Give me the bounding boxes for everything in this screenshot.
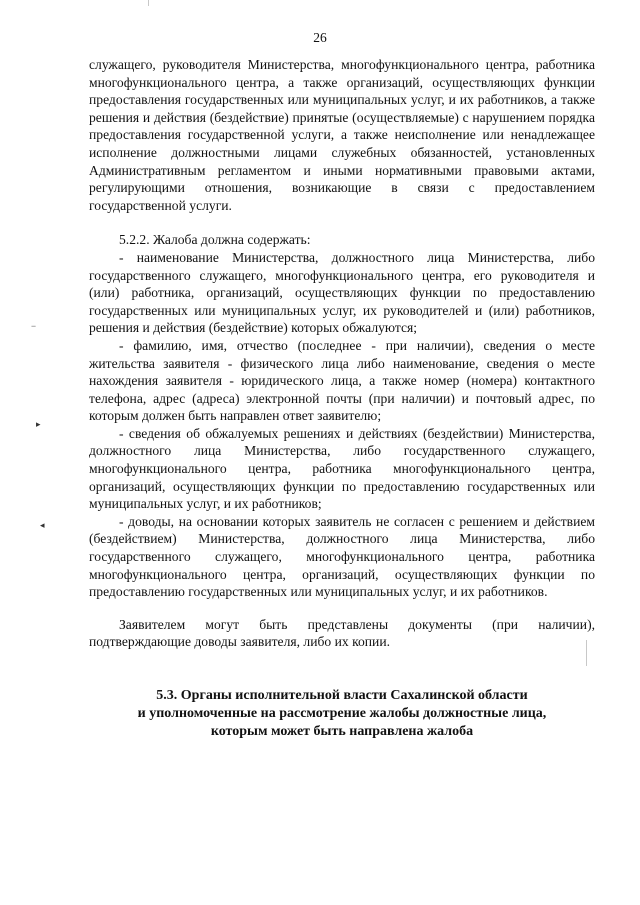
list-item-name: - наименование Министерства, должностного лица Министерства, либо государственного служащего, многофункционального центра, его руководителя и (или) работника, организаций, осуществляющих функции по предоставлению государственных или муниципальных услуг, их руководителей и (или) работников, решения и действия (бездействие) которых обжалуются;: [89, 249, 595, 336]
page-number: 26: [313, 30, 327, 45]
paragraph-documents: Заявителем могут быть представлены документы (при наличии), подтверждающие доводы заявителя, либо их копии.: [89, 616, 595, 650]
paragraph-5-2-2: 5.2.2. Жалоба должна содержать:: [119, 232, 311, 248]
heading-line: и уполномоченные на рассмотрение жалобы должностные лица,: [137, 706, 547, 721]
heading-line: 5.3. Органы исполнительной власти Сахалинской области: [156, 688, 528, 703]
scan-line: [148, 0, 149, 6]
list-item-arguments: - доводы, на основании которых заявитель не согласен с решением и действием (бездействием) Министерства, должностного лица Министерства, либо государственного служащего, многофункционального центра, работника многофункционального центра, организаций, осуществляющих функции по предоставлению государственных или муниципальных услуг, и их работников.: [89, 513, 595, 600]
scan-speck: ◂: [40, 520, 45, 530]
document-body: [89, 56, 595, 741]
paragraph-continuation: служащего, руководителя Министерства, многофункционального центра, работника многофункционального центра, а также организаций, осуществляющих функции предоставления государственных или муниципальных услуг, и их работников, а также решения и действия (бездействие) принятые (осуществляемые) с нарушением порядка предоставления государственной услуги, а также неисполнение или ненадлежащее исполнение должностными лицами служебных обязанностей, установленных Административным регламентом и иными нормативными правовыми актами, регулирующими отношения, возникающие в связи с предоставлением государственной услуги.: [89, 57, 595, 213]
heading-line: которым может быть направлена жалоба: [210, 724, 474, 739]
scan-speck: −: [31, 321, 37, 331]
list-item-appealed-decisions: - сведения об обжалуемых решениях и действиях (бездействии) Министерства, должностного лица Министерства, либо государственного служащего, многофункционального центра, работника многофункционального центра, организаций, осуществляющих функции по предоставлению государственных или муниципальных услуг, и их работников;: [89, 425, 595, 512]
list-item-applicant-info: - фамилию, имя, отчество (последнее - при наличии), сведения о месте жительства заявителя - физического лица либо наименование, сведения о месте нахождения заявителя - юридического лица, а также номер (номера) контактного телефона, адрес (адреса) электронной почты (при наличии) и почтовый адрес, по которым должен быть направлен ответ заявителю;: [89, 337, 595, 424]
section-heading-5-3: [89, 687, 595, 741]
scan-speck: ▸: [36, 419, 41, 429]
